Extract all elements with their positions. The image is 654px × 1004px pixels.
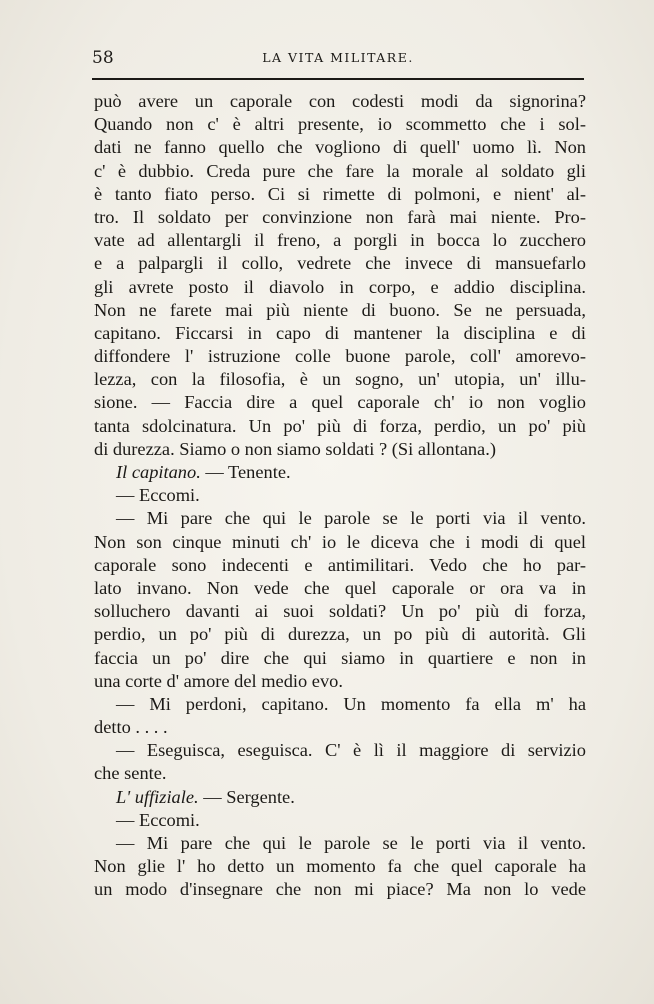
text-line — [94, 855, 586, 878]
text-line — [94, 113, 586, 136]
line-text: caporale sono indecenti e antimilitari. Vedo che ho par- — [94, 554, 586, 575]
text-line — [94, 368, 586, 391]
page-number: 58 — [92, 48, 114, 68]
text-line — [94, 391, 586, 414]
text-line — [94, 252, 586, 275]
line-text: gli avrete posto il diavolo in corpo, e addio disciplina. — [94, 276, 586, 297]
line-text: c' è dubbio. Creda pure che fare la morale al soldato gli — [94, 160, 586, 181]
line-text: Non glie l' ho detto un momento fa che quel caporale ha — [94, 856, 586, 877]
line-text: — Mi perdoni, capitano. Un momento fa ella m' ha — [116, 693, 586, 714]
text-line — [94, 670, 586, 693]
text-line — [94, 878, 586, 901]
text-line — [94, 183, 586, 206]
text-line — [94, 832, 586, 855]
line-text: faccia un po' dire che qui siamo in quartiere e non in — [94, 647, 586, 668]
body-text — [94, 90, 586, 902]
text-line — [94, 461, 586, 484]
text-line — [94, 276, 586, 299]
text-line — [94, 693, 586, 716]
line-text: sione. — Faccia dire a quel caporale ch' io non voglio — [94, 392, 586, 413]
line-text: può avere un caporale con codesti modi da signorina? — [94, 91, 586, 111]
line-text: lato invano. Non vede che quel caporale or ora va in — [94, 577, 586, 598]
header-rule — [92, 78, 584, 80]
text-line — [94, 531, 586, 554]
text-line — [94, 136, 586, 159]
text-line — [94, 623, 586, 646]
line-text: dati ne fanno quello che vogliono di quell' uomo lì. Non — [94, 137, 586, 158]
text-line — [94, 809, 586, 832]
text-line — [94, 322, 586, 345]
text-line — [94, 600, 586, 623]
text-line — [94, 762, 586, 785]
line-text: — Eccomi. — [116, 485, 200, 506]
line-text: Non ne farete mai più niente di buono. Se ne persuada, — [94, 299, 586, 320]
line-text: che sente. — [94, 763, 167, 784]
page-header — [92, 48, 584, 72]
text-line — [94, 577, 586, 600]
text-line — [94, 554, 586, 577]
line-text: tro. Il soldato per convinzione non farà mai niente. Pro- — [94, 206, 586, 227]
speaker-name: Il capitano. — [116, 462, 201, 482]
text-line — [94, 786, 586, 809]
line-text: detto . . . . — [94, 717, 168, 738]
text-line — [94, 229, 586, 252]
line-text: — Eccomi. — [116, 809, 200, 830]
text-line — [94, 716, 586, 739]
line-text: tanta sdolcinatura. Un po' più di forza, perdio, un po' più — [94, 415, 586, 436]
line-text: di durezza. Siamo o non siamo soldati ? (Si allontana.) — [94, 438, 496, 459]
line-text: diffondere l' istruzione colle buone parole, coll' amorevo- — [94, 346, 586, 367]
text-line — [94, 484, 586, 507]
line-text: — Mi pare che qui le parole se le porti via il vento. — [116, 508, 586, 529]
text-line — [94, 438, 586, 461]
text-line — [94, 345, 586, 368]
line-text: un modo d'insegnare che non mi piace? Ma non lo vede — [94, 879, 586, 900]
speaker-name: L' uffiziale. — [116, 786, 199, 807]
line-text: — Sergente. — [198, 786, 295, 807]
line-text: — Tenente. — [200, 462, 291, 482]
line-text: una corte d' amore del medio evo. — [94, 670, 343, 691]
text-line — [94, 90, 586, 113]
text-line — [94, 299, 586, 322]
line-text: Non son cinque minuti ch' io le diceva che i modi di quel — [94, 531, 586, 552]
line-text: — Eseguisca, eseguisca. C' è lì il maggiore di servizio — [116, 740, 586, 761]
running-title: LA VITA MILITARE. — [262, 50, 414, 65]
text-line — [94, 647, 586, 670]
line-text: perdio, un po' più di durezza, un po più di autorità. Gli — [94, 624, 586, 645]
line-text: solluchero davanti ai suoi soldati? Un po' più di forza, — [94, 601, 586, 622]
line-text: Quando non c' è altri presente, io scommetto che i sol- — [94, 114, 586, 135]
text-line — [94, 739, 586, 762]
text-line — [94, 415, 586, 438]
line-text: lezza, con la filosofia, è un sogno, un' utopia, un' illu- — [94, 369, 586, 390]
text-line — [94, 160, 586, 183]
line-text: — Mi pare che qui le parole se le porti via il vento. — [116, 833, 586, 853]
line-text: capitano. Ficcarsi in capo di mantener la disciplina e di — [94, 322, 586, 343]
text-line — [94, 206, 586, 229]
line-text: vate ad allentargli il freno, a porgli in bocca lo zucchero — [94, 230, 586, 251]
text-line — [94, 507, 586, 530]
line-text: e a palpargli il collo, vedrete che invece di mansuefarlo — [94, 253, 586, 274]
line-text: è tanto fiato perso. Ci si rimette di polmoni, e nient' al- — [94, 183, 586, 204]
